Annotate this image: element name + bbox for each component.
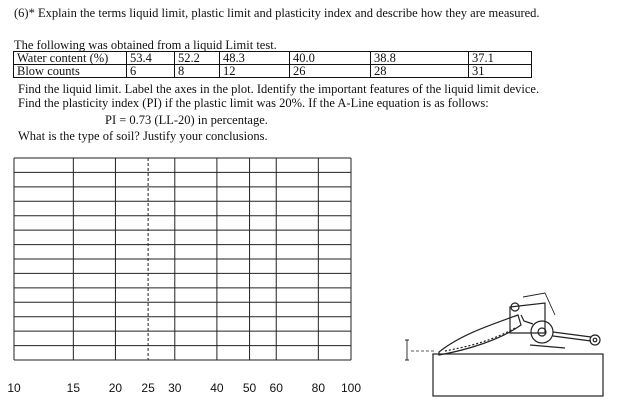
instruction-liquid-limit: Find the liquid limit. Label the axes in the plot. Identify the important features of the liquid limit device. <box>18 82 540 96</box>
table-cell: 48.3 <box>220 52 290 65</box>
liquid-limit-device-sketch <box>405 285 620 400</box>
x-tick-label: 80 <box>311 381 326 395</box>
row-header: Blow counts <box>14 65 127 78</box>
brass-cup <box>439 315 521 355</box>
table-cell: 31 <box>469 65 532 78</box>
table-cell: 40.0 <box>290 52 371 65</box>
height-indicator <box>405 340 409 360</box>
x-tick-label: 60 <box>269 381 283 395</box>
x-tick-label: 15 <box>66 381 81 395</box>
table-cell: 12 <box>220 65 290 78</box>
x-tick-label: 40 <box>210 381 224 395</box>
cam-wheel <box>531 321 553 343</box>
question-title: (6)* Explain the terms liquid limit, plastic limit and plasticity index and describe how they are measured. <box>14 6 540 20</box>
table-cell: 6 <box>127 65 175 78</box>
table-cell: 37.1 <box>469 52 532 65</box>
x-tick-label: 10 <box>7 381 21 395</box>
x-tick-label: 50 <box>242 381 257 395</box>
a-line-equation: PI = 0.73 (LL-20) in percentage. <box>105 113 268 127</box>
table-cell: 26 <box>290 65 371 78</box>
x-tick-label: 30 <box>168 381 182 395</box>
liquid-limit-table <box>13 51 532 78</box>
semilog-plot-grid <box>0 150 370 410</box>
x-tick-label: 25 <box>141 381 155 395</box>
table-cell: 8 <box>175 65 220 78</box>
table-row <box>14 65 532 78</box>
grid-lines <box>14 158 351 360</box>
x-tick-label: 20 <box>108 381 123 395</box>
crank-handle <box>590 335 600 345</box>
row-header: Water content (%) <box>14 52 127 65</box>
table-cell: 53.4 <box>127 52 175 65</box>
table-intro: The following was obtained from a liquid Limit test. <box>14 38 277 52</box>
table-cell: 52.2 <box>175 52 220 65</box>
table-row <box>14 52 532 65</box>
instruction-plasticity-index: Find the plasticity index (PI) if the plastic limit was 20%. If the A-Line equation is as follows: <box>18 96 489 110</box>
table-cell: 28 <box>371 65 469 78</box>
instruction-soil-type: What is the type of soil? Justify your conclusions. <box>18 129 268 143</box>
x-tick-label: 100 <box>340 381 362 395</box>
device-base <box>433 354 603 396</box>
table-cell: 38.8 <box>371 52 469 65</box>
